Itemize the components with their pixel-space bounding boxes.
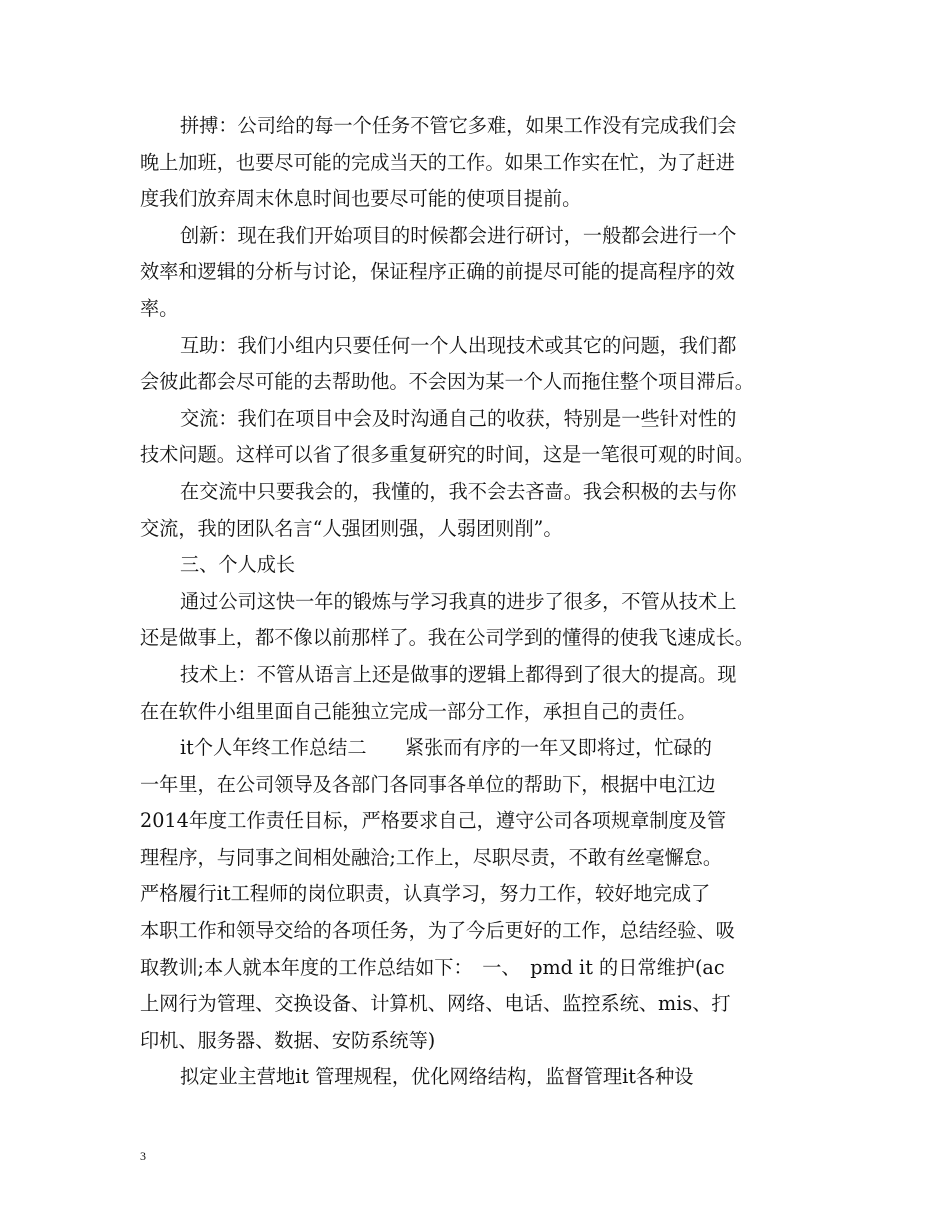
text-line: 会彼此都会尽可能的去帮助他。不会因为某一个人而拖住整个项目滞后。	[140, 370, 754, 394]
text-line: 拟定业主营地it 管理规程，优化网络结构，监督管理it各种设	[180, 1065, 694, 1089]
text-line: 通过公司这快一年的锻炼与学习我真的进步了很多，不管从技术上	[180, 589, 737, 613]
text-line: 还是做事上，都不像以前那样了。我在公司学到的懂得的使我飞速成长。	[140, 626, 754, 650]
text-line: 拼搏：公司给的每一个任务不管它多难，如果工作没有完成我们会	[180, 114, 737, 137]
text-line: it个人年终工作总结二 紧张而有序的一年又即将过，忙碌的	[180, 736, 712, 760]
text-line: 上网行为管理、交换设备、计算机、网络、电话、监控系统、mis、打	[140, 992, 731, 1016]
section-heading: 三、个人成长	[180, 553, 296, 577]
text-line: 晚上加班，也要尽可能的完成当天的工作。如果工作实在忙，为了赶进	[140, 150, 735, 174]
text-line: 创新：现在我们开始项目的时候都会进行研讨，一般都会进行一个	[180, 223, 737, 247]
text-line: 一年里，在公司领导及各部门各同事各单位的帮助下，根据中电江边	[140, 772, 716, 796]
text-line: 取教训;本人就本年度的工作总结如下： 一、 pmd it 的日常维护(ac	[140, 955, 725, 979]
text-line: 理程序，与同事之间相处融洽;工作上，尽职尽责，不敢有丝毫懈怠。	[140, 845, 723, 869]
text-line: 率。	[140, 296, 179, 320]
text-line: 互助：我们小组内只要任何一个人出现技术或其它的问题，我们都	[180, 333, 737, 357]
text-line: 本职工作和领导交给的各项任务，为了今后更好的工作，总结经验、吸	[140, 919, 735, 943]
text-line: 效率和逻辑的分析与讨论，保证程序正确的前提尽可能的提高程序的效	[140, 260, 735, 284]
text-line: 交流：我们在项目中会及时沟通自己的收获，特别是一些针对性的	[180, 406, 737, 430]
page-number: 3	[140, 1149, 146, 1163]
document-body	[140, 108, 830, 1096]
text-line: 技术上：不管从语言上还是做事的逻辑上都得到了很大的提高。现	[180, 662, 737, 686]
text-line: 交流，我的团队名言“人强团则强，人弱团则削”。	[140, 516, 563, 540]
text-line: 严格履行it工程师的岗位职责，认真学习，努力工作，较好地完成了	[140, 882, 711, 906]
text-line: 2014年度工作责任目标，严格要求自己，遵守公司各项规章制度及管	[140, 809, 727, 833]
text-line: 度我们放弃周末休息时间也要尽可能的使项目提前。	[140, 187, 582, 211]
text-line: 在交流中只要我会的，我懂的，我不会去吝啬。我会积极的去与你	[180, 479, 737, 503]
text-line: 在在软件小组里面自己能独立完成一部分工作，承担自己的责任。	[140, 699, 697, 723]
text-line: 技术问题。这样可以省了很多重复研究的时间，这是一笔很可观的时间。	[140, 443, 754, 467]
text-line: 印机、服务器、数据、安防系统等)	[140, 1028, 436, 1052]
